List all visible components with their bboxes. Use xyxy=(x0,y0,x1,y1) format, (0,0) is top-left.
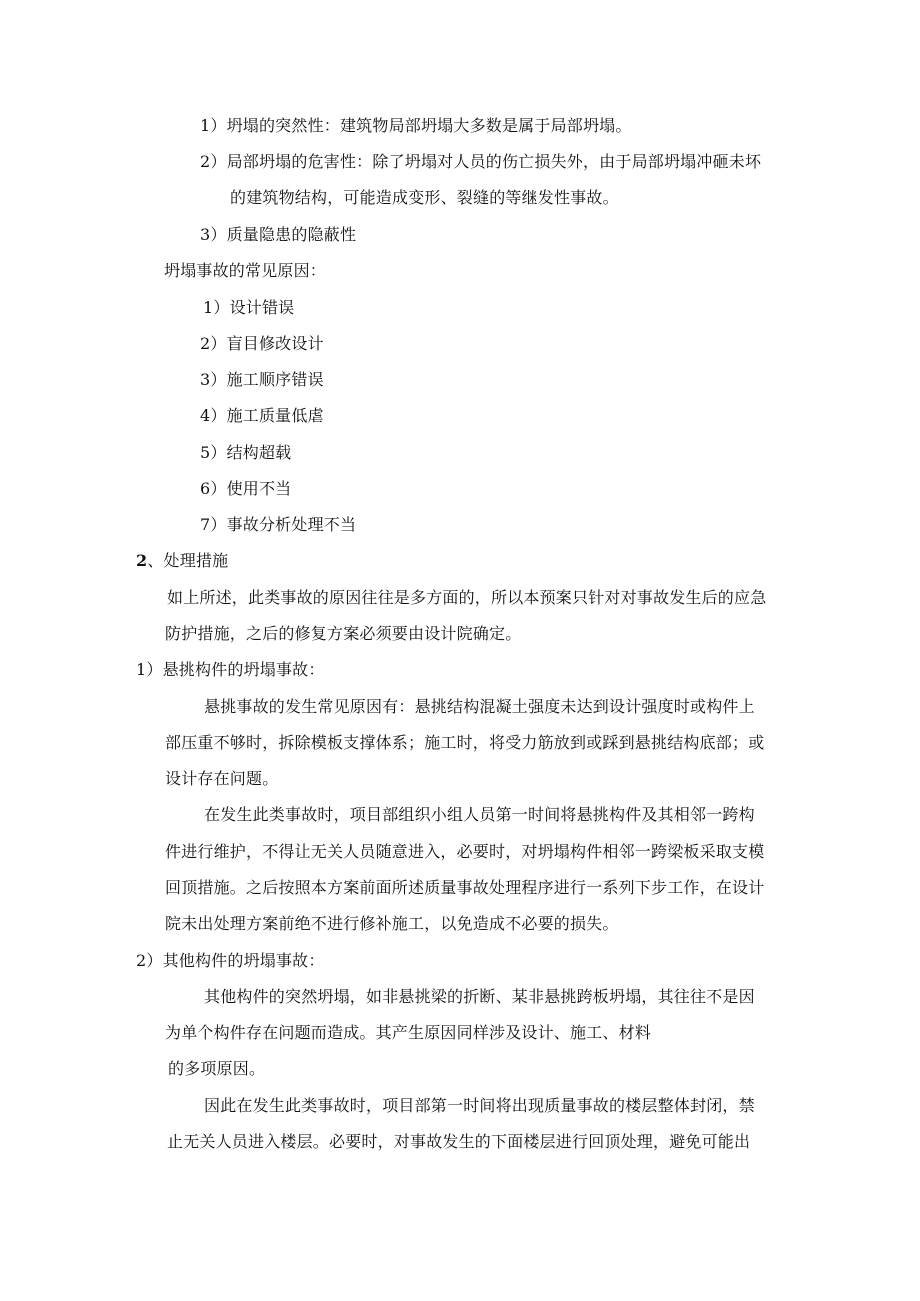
cantilever-para-2-line-1: 在发生此类事故时，项目部组织小组人员第一时间将悬挑构件及其相邻一跨构 xyxy=(204,805,755,824)
cause-item: 5）结构超载 xyxy=(200,443,292,462)
feature-item-1: 1）坍塌的突然性：建筑物局部坍塌大多数是属于局部坍塌。 xyxy=(200,116,632,135)
cause-item: 3）施工顺序错误 xyxy=(200,370,324,389)
common-causes-heading: 坍塌事故的常见原因： xyxy=(164,261,327,280)
section-heading-measures xyxy=(136,550,228,572)
cantilever-para-1-line-2: 部压重不够时，拆除模板支撑体系；施工时，将受力筋放到或踩到悬挑结构底部；或 xyxy=(165,733,765,752)
feature-item-2-line-2: 的建筑物结构，可能造成变形、裂缝的等继发性事故。 xyxy=(230,188,619,207)
other-para-1-line-2: 为单个构件存在问题而造成。其产生原因同样涉及设计、施工、材料 xyxy=(165,1023,652,1042)
measures-intro-line-2: 防护措施，之后的修复方案必须要由设计院确定。 xyxy=(165,624,522,643)
cantilever-title: 1）悬挑构件的坍塌事故： xyxy=(136,660,325,679)
cause-item: 6）使用不当 xyxy=(200,479,292,498)
other-para-2-line-2: 止无关人员进入楼层。必要时，对事故发生的下面楼层进行回顶处理，避免可能出 xyxy=(167,1132,751,1151)
feature-item-2-line-1: 2）局部坍塌的危害性：除了坍塌对人员的伤亡损失外，由于局部坍塌冲砸未坏 xyxy=(200,152,762,171)
measures-intro-line-1: 如上所述，此类事故的原因往往是多方面的，所以本预案只针对对事故发生后的应急 xyxy=(167,588,767,607)
cause-item: 7）事故分析处理不当 xyxy=(200,515,357,534)
feature-item-3: 3）质量隐患的隐蔽性 xyxy=(200,225,357,244)
other-para-2-line-1: 因此在发生此类事故时，项目部第一时间将出现质量事故的楼层整体封闭，禁 xyxy=(204,1096,755,1115)
section-title: 、处理措施 xyxy=(147,551,229,570)
cantilever-para-2-line-2: 件进行维护，不得让无关人员随意进入，必要时，对坍塌构件相邻一跨梁板采取支模 xyxy=(165,842,765,861)
other-title: 2）其他构件的坍塌事故： xyxy=(136,951,325,970)
cantilever-para-1-line-1: 悬挑事故的发生常见原因有：悬挑结构混凝土强度未达到设计强度时或构件上 xyxy=(204,697,755,716)
other-para-1-line-3: 的多项原因。 xyxy=(168,1059,266,1078)
cause-item: 2）盲目修改设计 xyxy=(200,334,324,353)
cantilever-para-1-line-3: 设计存在问题。 xyxy=(165,769,279,788)
section-number: 2 xyxy=(136,551,148,570)
cause-item: 1）设计错误 xyxy=(203,298,295,317)
cantilever-para-2-line-4: 院未出处理方案前绝不进行修补施工，以免造成不必要的损失。 xyxy=(165,914,619,933)
cause-item: 4）施工质量低虐 xyxy=(200,406,324,425)
cantilever-para-2-line-3: 回顶措施。之后按照本方案前面所述质量事故处理程序进行一系列下步工作，在设计 xyxy=(165,878,765,897)
other-para-1-line-1: 其他构件的突然坍塌，如非悬挑梁的折断、某非悬挑跨板坍塌，其往往不是因 xyxy=(204,987,755,1006)
